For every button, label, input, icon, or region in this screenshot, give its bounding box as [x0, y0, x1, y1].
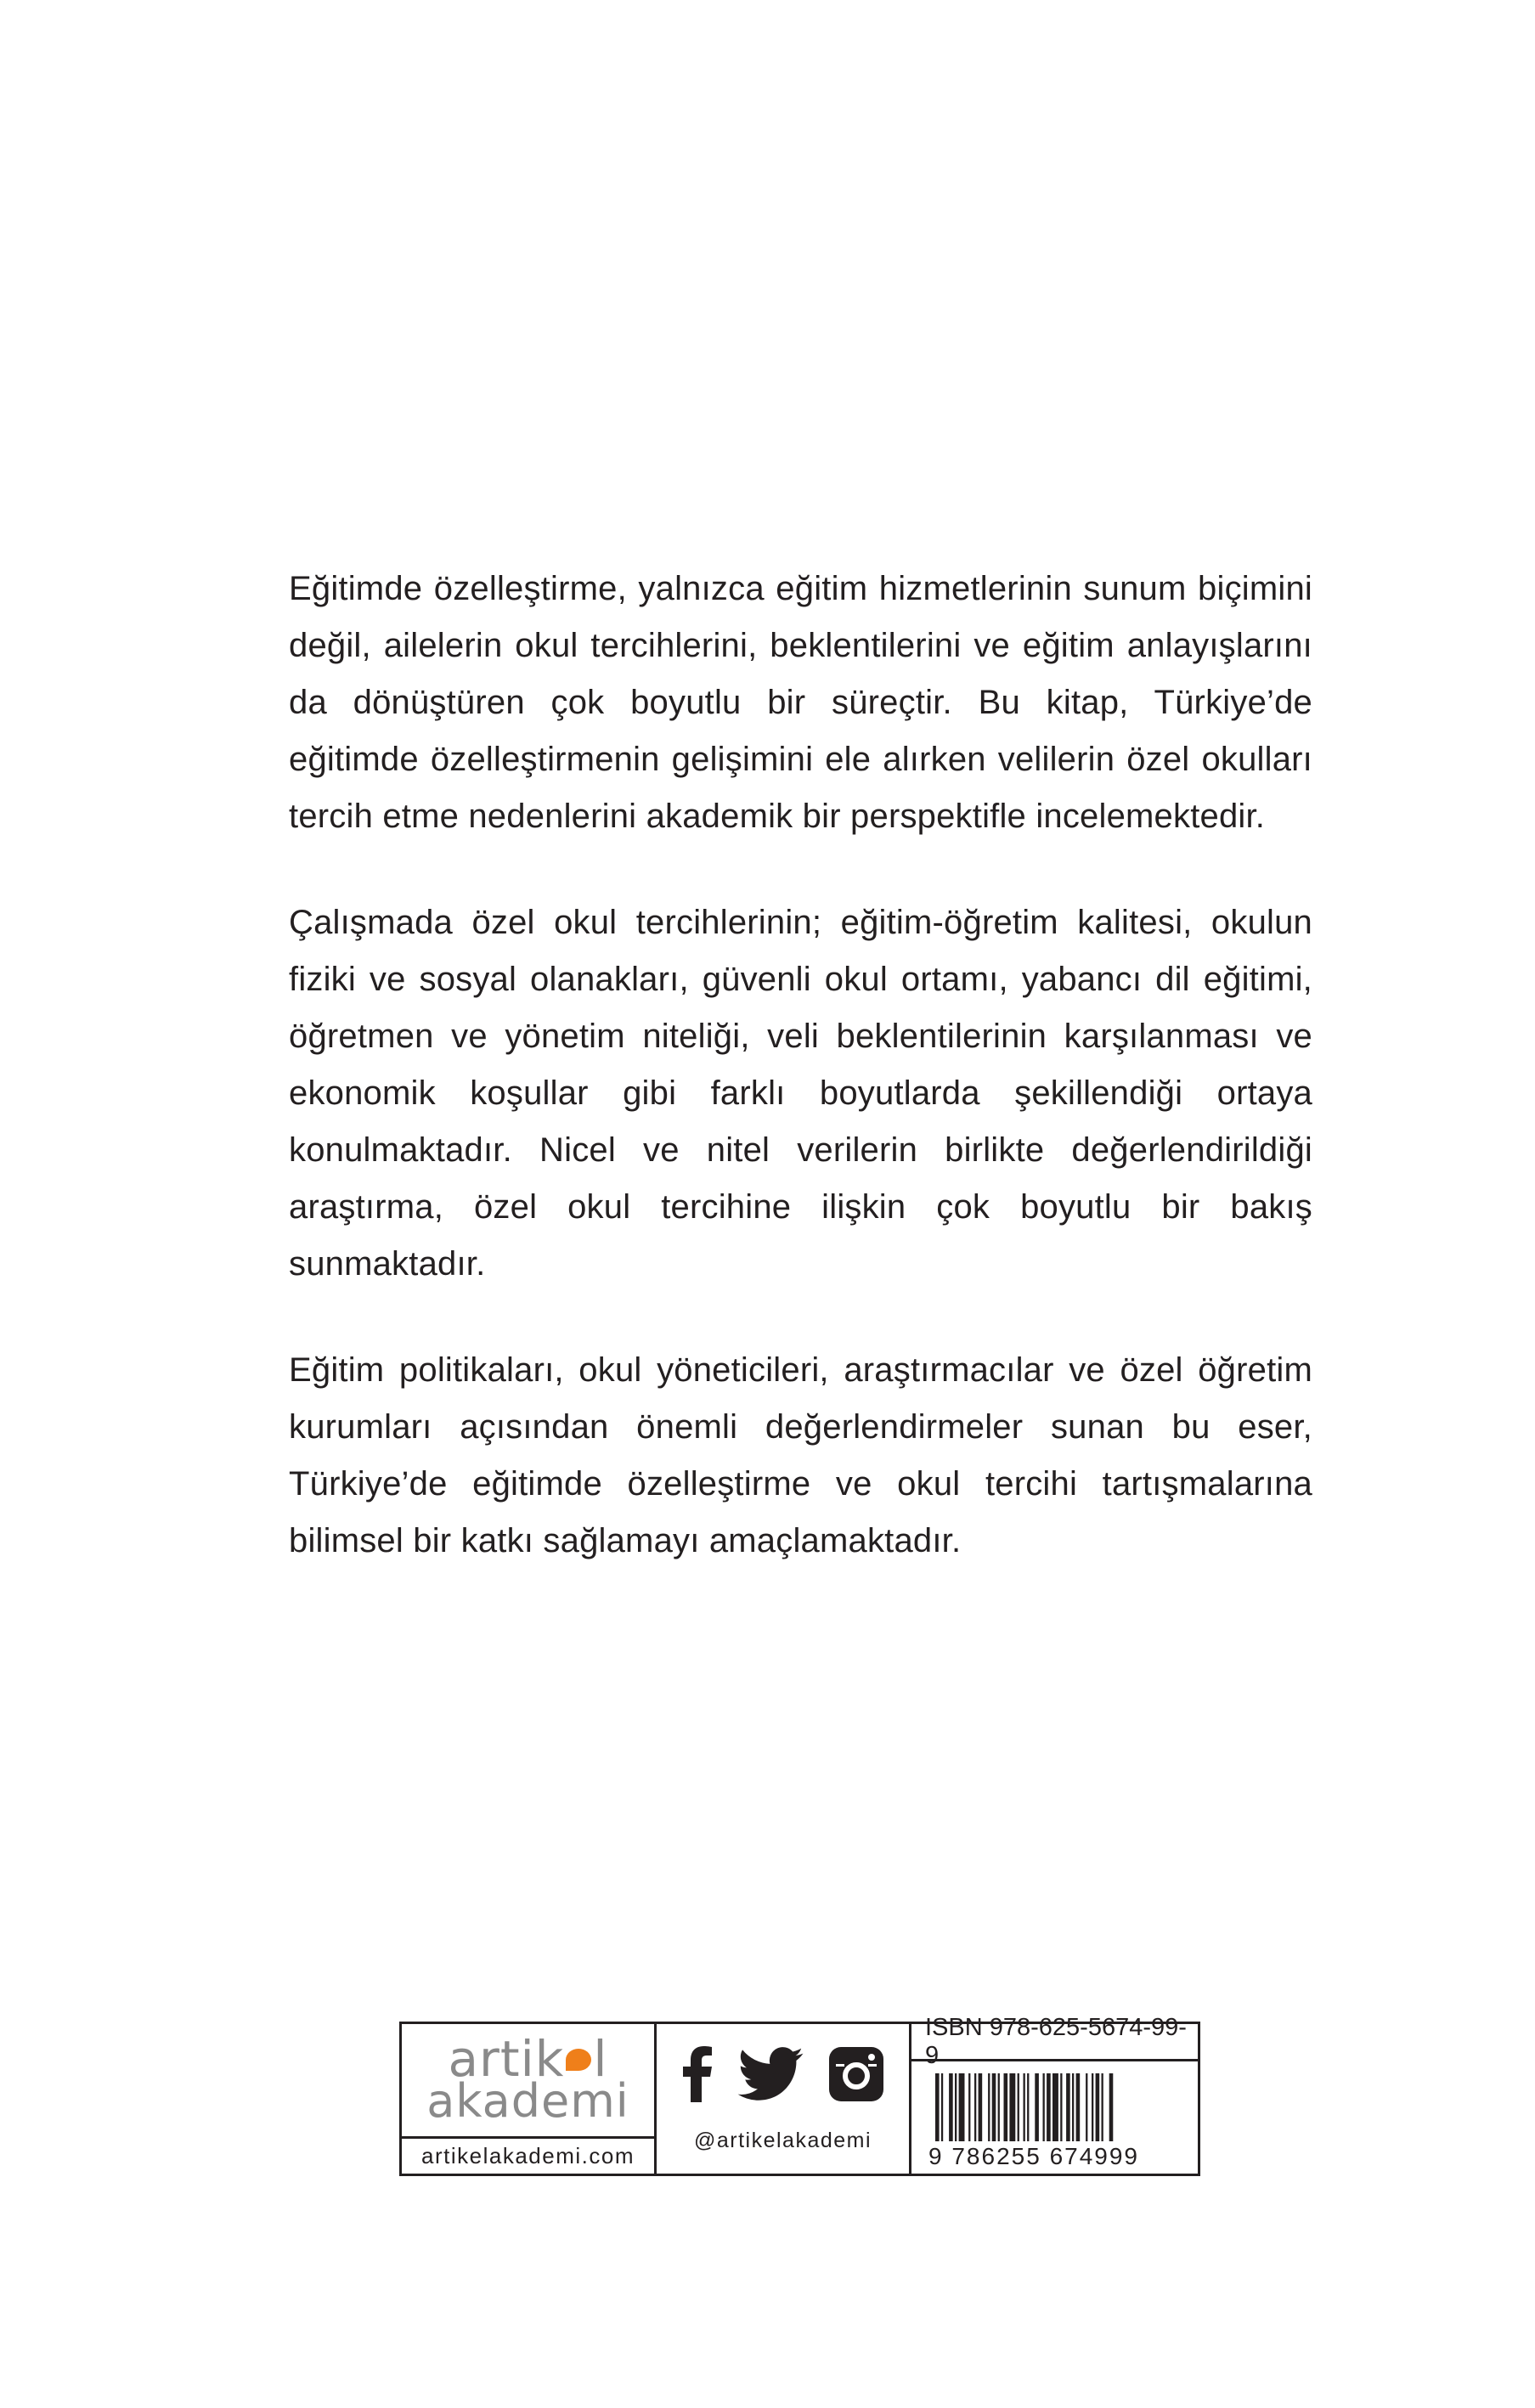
- logo-text-akademi: akademi: [426, 2073, 629, 2128]
- barcode-bar: [979, 2073, 983, 2141]
- speech-bubble-icon: [566, 2049, 591, 2071]
- barcode-bar: [1052, 2073, 1058, 2141]
- social-icons: [657, 2046, 909, 2102]
- blurb-paragraph-3: Eğitim politikaları, okul yöneticileri, araştırmacılar ve özel öğretim kurumları açısından önemli değerlendirmeler sunan bu eser, Türkiye’de eğitimde özelleştirme ve okul tercihi tartışmalarına bilimsel bir katkı sağlamayı amaçlamaktadır.: [289, 1351, 1312, 1559]
- publisher-logo: [402, 2024, 654, 2134]
- barcode-bar: [1096, 2073, 1100, 2141]
- blurb-paragraph-2: Çalışmada özel okul tercihlerinin; eğitim-öğretim kalitesi, okulun fiziki ve sosyal olanakları, güvenli okul ortamı, yabancı dil eğitimi, öğretmen ve yönetim niteliği, veli beklentilerinin karşılanması ve ekonomik koşullar gibi farklı boyutlarda şekillendiği ortaya konulmaktadır. Nicel ve nitel verilerin birlikte değerlendirildiği araştırma, özel okul tercihine ilişkin çok boyutlu bir bakış sunmaktadır.: [289, 904, 1312, 1283]
- barcode-bar: [988, 2073, 990, 2141]
- barcode-bar: [968, 2073, 970, 2141]
- barcode-bar: [1035, 2073, 1039, 2141]
- publisher-info-box: [399, 2013, 1200, 2176]
- barcode-bar: [1027, 2073, 1029, 2141]
- barcode-bar: [1060, 2073, 1062, 2141]
- barcode-bar: [1043, 2073, 1045, 2141]
- barcode-bar: [1024, 2073, 1025, 2141]
- logo-text-l: l: [593, 2029, 608, 2088]
- back-cover-blurb: [289, 561, 1312, 1619]
- barcode-bar: [1009, 2073, 1015, 2141]
- barcode-bar: [1109, 2073, 1114, 2141]
- barcode-bar: [1072, 2073, 1074, 2141]
- isbn-number: ISBN 978-625-5674-99-9: [911, 2024, 1198, 2061]
- barcode-bar: [1047, 2073, 1051, 2141]
- facebook-icon[interactable]: [683, 2046, 712, 2102]
- twitter-icon[interactable]: [737, 2047, 804, 2101]
- barcode-bar: [974, 2073, 976, 2141]
- logo-text-artik: artik: [448, 2029, 565, 2088]
- instagram-icon[interactable]: [829, 2047, 883, 2101]
- barcode-bar: [992, 2073, 996, 2141]
- barcode-bar: [935, 2073, 940, 2141]
- publisher-logo-cell: [402, 2024, 657, 2174]
- barcode-bar: [1102, 2073, 1103, 2141]
- barcode-bar: [1092, 2073, 1093, 2141]
- barcode-bar: [1076, 2073, 1081, 2141]
- publisher-website[interactable]: artikelakademi.com: [402, 2136, 654, 2174]
- barcode-bar: [1086, 2073, 1087, 2141]
- barcode-bar: [1004, 2073, 1008, 2141]
- barcode-bar: [1066, 2073, 1070, 2141]
- barcode-digits: 9 786255 674999: [928, 2143, 1139, 2169]
- social-media-cell: [657, 2024, 911, 2174]
- isbn-cell: [911, 2013, 1198, 2174]
- barcode-bar: [959, 2073, 965, 2141]
- barcode-bar: [998, 2073, 1000, 2141]
- barcode-bar: [1018, 2073, 1019, 2141]
- barcode: [935, 2073, 1166, 2141]
- barcode-bar: [949, 2073, 953, 2141]
- barcode-bar: [941, 2073, 943, 2141]
- social-handle[interactable]: @artikelakademi: [693, 2129, 872, 2152]
- barcode-bar: [955, 2073, 957, 2141]
- blurb-paragraph-1: Eğitimde özelleştirme, yalnızca eğitim hizmetlerinin sunum biçimini değil, ailelerin okul tercihlerini, beklentilerini ve eğitim anlayışlarını da dönüştüren çok boyutlu bir süreçtir. Bu kitap, Türkiye’de eğitimde özelleştirmenin gelişimini ele alırken velilerin özel okulları tercih etme nedenlerini akademik bir perspektifle incelemektedir.: [289, 570, 1312, 835]
